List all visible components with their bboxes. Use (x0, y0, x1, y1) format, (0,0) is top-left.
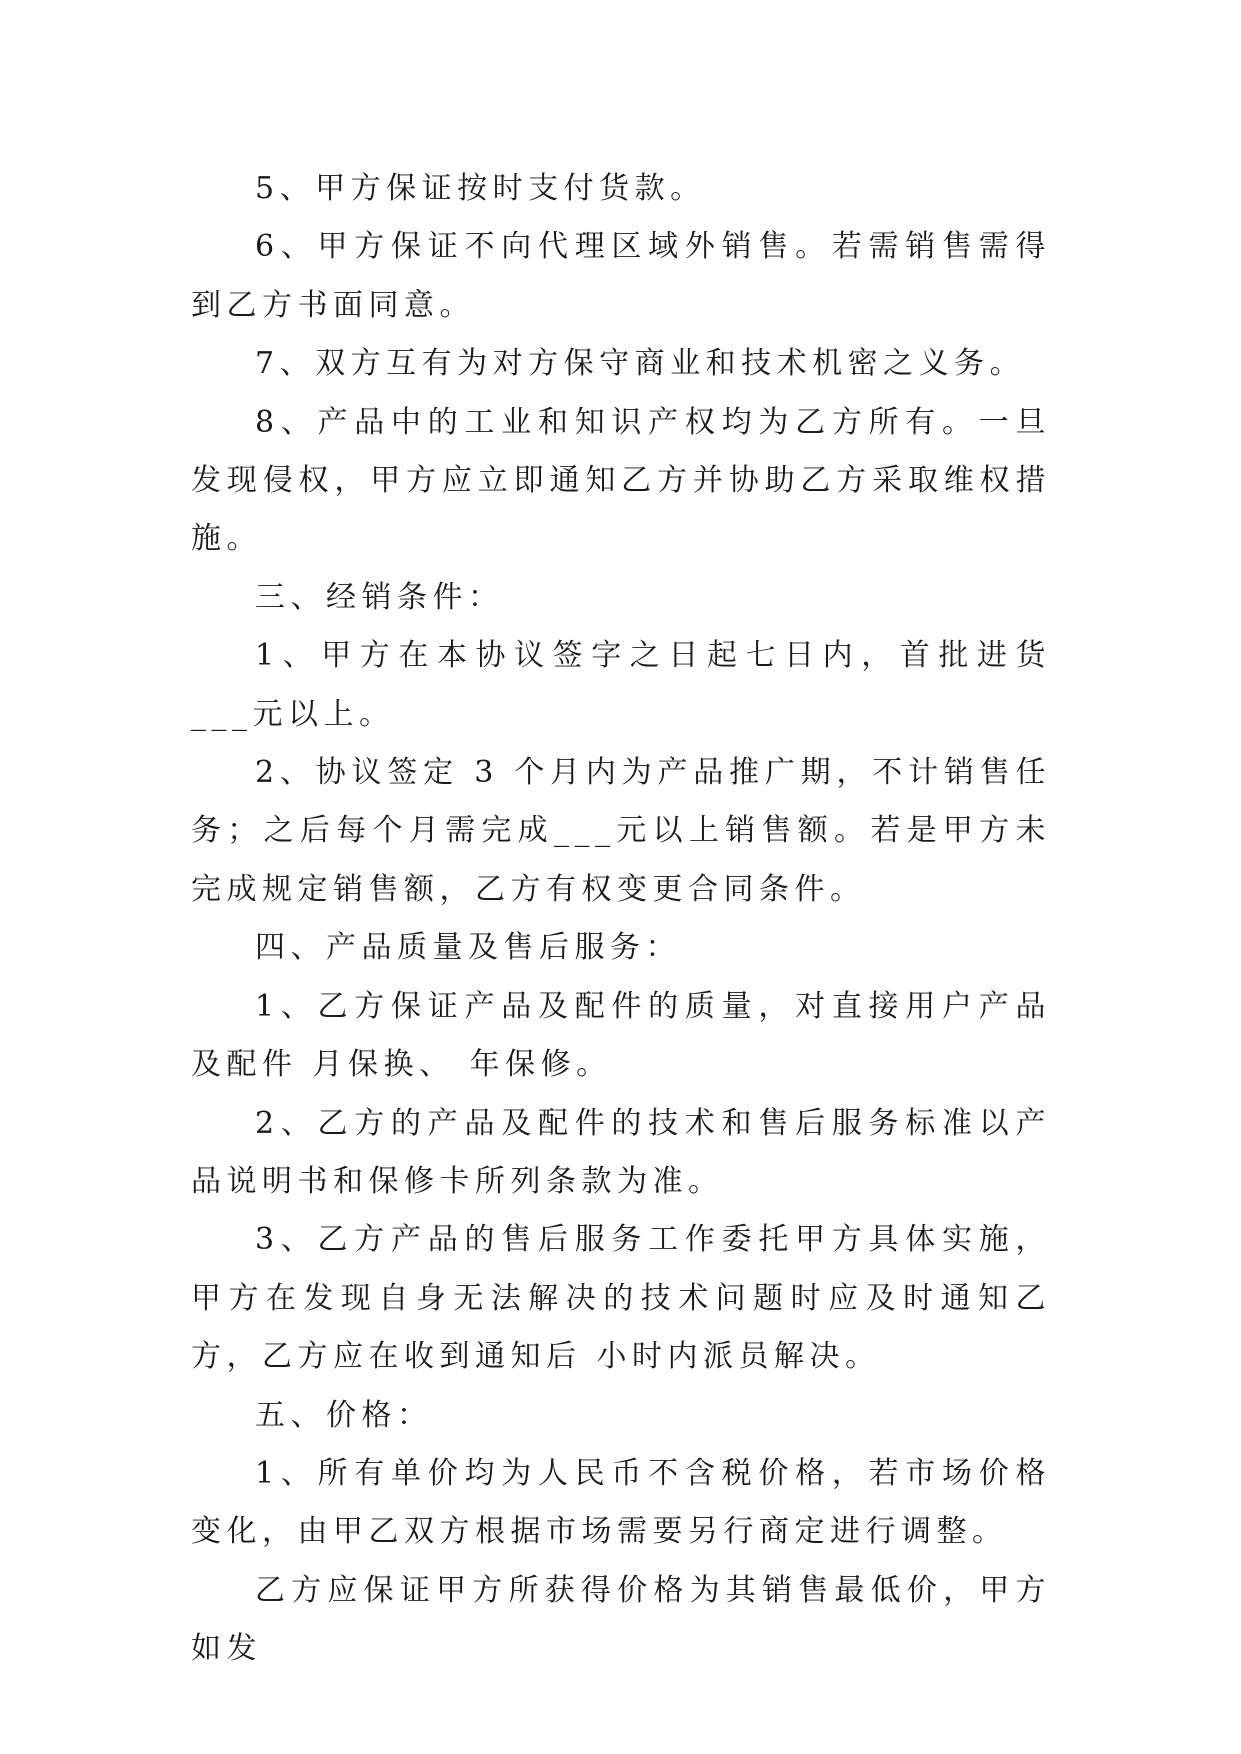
clause-8-intellectual-property: 8、产品中的工业和知识产权均为乙方所有。一旦发现侵权，甲方应立即通知乙方并协助乙方采取维权措施。 (191, 404, 1051, 557)
quality-term-2: 2、乙方的产品及配件的技术和售后服务标准以产品说明书和保修卡所列条款为准。 (191, 1105, 1051, 1199)
quality-term-1: 1、乙方保证产品及配件的质量，对直接用户产品及配件 月保换、 年保修。 (191, 988, 1051, 1083)
price-term-lowest-price: 乙方应保证甲方所获得价格为其销售最低价，甲方如发 (191, 1572, 1051, 1667)
section-heading-distribution-terms: 三、经销条件： (255, 579, 504, 615)
section-heading-quality-service: 四、产品质量及售后服务： (255, 930, 681, 966)
distribution-term-1: 1、甲方在本协议签字之日起七日内，首批进货___元以上。 (191, 638, 1051, 732)
clause-5-payment: 5、甲方保证按时支付货款。 (255, 171, 706, 206)
distribution-term-2: 2、协议签定 3 个月内为产品推广期，不计销售任务；之后每个月需完成___元以上销售额。若是甲方未完成规定销售额，乙方有权变更合同条件。 (191, 755, 1051, 907)
section-heading-price: 五、价格： (255, 1397, 433, 1433)
clause-6-sales-region: 6、甲方保证不向代理区域外销售。若需销售需得到乙方书面同意。 (191, 229, 1051, 323)
quality-term-3: 3、乙方产品的售后服务工作委托甲方具体实施，甲方在发现自身无法解决的技术问题时应及时通知乙方，乙方应在收到通知后 小时内派员解决。 (191, 1222, 1051, 1375)
document-body (191, 160, 1051, 1679)
clause-7-confidentiality: 7、双方互有为对方保守商业和技术机密之义务。 (255, 346, 1026, 382)
price-term-1: 1、所有单价均为人民币不含税价格，若市场价格变化，由甲乙双方根据市场需要另行商定进行调整。 (191, 1455, 1051, 1550)
